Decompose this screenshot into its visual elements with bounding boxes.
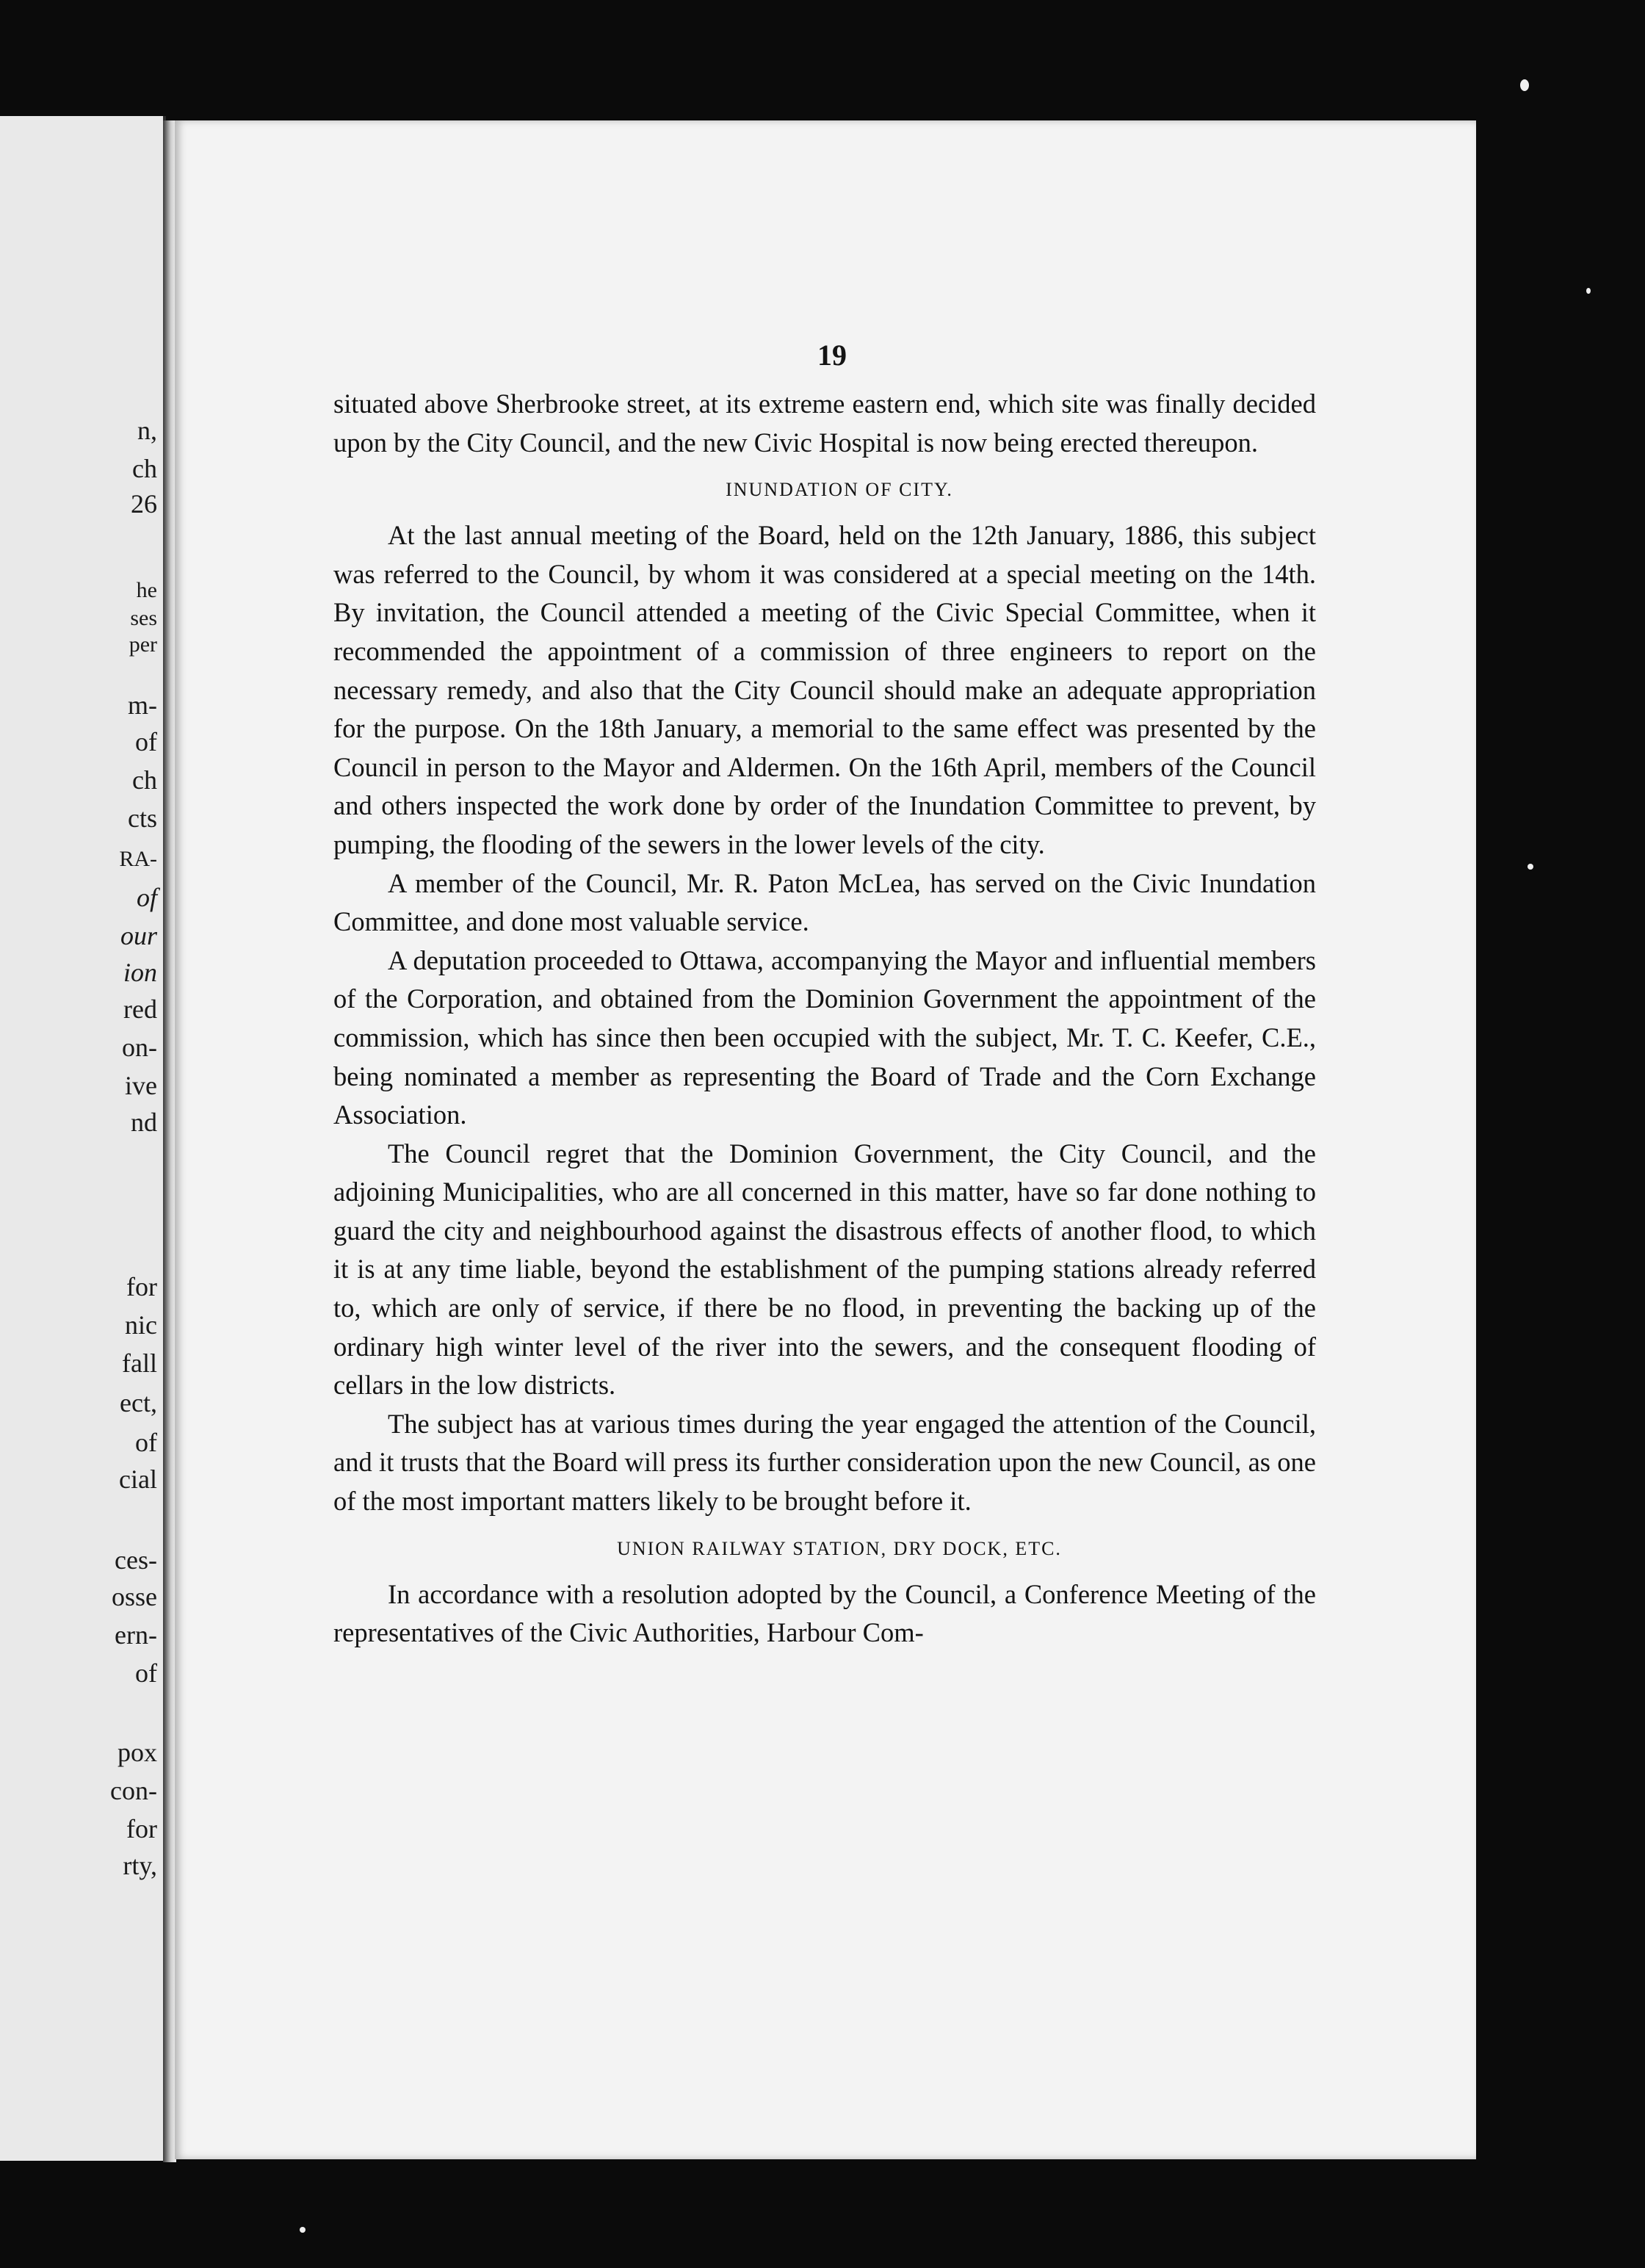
- scan-speck: [1528, 864, 1533, 870]
- scan-speck: [1586, 288, 1591, 294]
- left-page-fragment: ch: [132, 454, 157, 483]
- page-text-block: [333, 333, 1316, 1653]
- left-page-fragment: osse: [112, 1582, 157, 1611]
- left-page-fragment: nic: [125, 1310, 157, 1340]
- left-page-fragment: ion: [123, 958, 157, 987]
- left-page-fragment: rty,: [123, 1851, 157, 1880]
- left-facing-page: [0, 116, 166, 2161]
- left-page-fragment: pox: [118, 1738, 157, 1767]
- opening-paragraph: situated above Sherbrooke street, at its extreme eastern end, which site was finally decided upon by the City Council, and the new Civic Hospital is now being erected thereupon.: [333, 389, 1316, 458]
- left-page-fragment: ses: [130, 606, 157, 630]
- paragraph: A deputation proceeded to Ottawa, accompanying the Mayor and influential members of the Corporation, and obtained from the Dominion Government the appointment of the commission, which has since then been occupied with the subject, Mr. T. C. Keefer, C.E., being nominated a member as representing the Board of Trade and the Corn Exchange Association.: [333, 945, 1316, 1130]
- left-page-fragment: of: [135, 1428, 157, 1457]
- left-page-fragment: of: [135, 1658, 157, 1688]
- left-page-fragment: ch: [132, 765, 157, 795]
- left-page-fragment: for: [126, 1814, 157, 1843]
- left-page-fragment: n,: [137, 416, 157, 445]
- left-page-fragment: ces-: [115, 1545, 157, 1575]
- left-page-fragment: ive: [125, 1071, 157, 1100]
- page-number: 19: [817, 339, 847, 372]
- left-page-fragment: nd: [131, 1108, 157, 1137]
- left-page-fragment: RA-: [119, 847, 157, 871]
- paragraph: The Council regret that the Dominion Government, the City Council, and the adjoining Municipalities, who are all concerned in this matter, have so far done nothing to guard the city and neighbourhood against the disastrous effects of another flood, to which it is at any time liable, beyond the establishment of the pumping stations already referred to, which are only of service, if there be no flood, in preventing the backing up of the ordinary high winter level of the river into the sewers, and the consequent flooding of cellars in the low districts.: [333, 1138, 1316, 1401]
- scan-speck: [300, 2227, 306, 2233]
- left-page-fragment: of: [135, 727, 157, 756]
- left-page-fragment: cts: [128, 803, 157, 833]
- left-page-fragment: he: [136, 578, 157, 602]
- left-page-fragment: fall: [122, 1348, 157, 1378]
- left-page-fragment: red: [123, 994, 157, 1024]
- paragraph: In accordance with a resolution adopted by the Council, a Conference Meeting of the representatives of the Civic Authorities, Harbour Com-: [333, 1578, 1316, 1648]
- scan-speck: [1520, 79, 1529, 91]
- left-page-fragment: ect,: [120, 1388, 157, 1418]
- left-page-fragment: 26: [131, 489, 157, 519]
- left-page-fragment: per: [129, 632, 157, 657]
- paragraph: A member of the Council, Mr. R. Paton McLea, has served on the Civic Inundation Committee, and done most valuable service.: [333, 867, 1316, 937]
- left-page-fragment: our: [120, 921, 157, 950]
- right-page: [175, 120, 1476, 2159]
- left-page-fragment: for: [126, 1272, 157, 1301]
- section-heading-union-railway: UNION RAILWAY STATION, DRY DOCK, ETC.: [617, 1537, 1062, 1559]
- section-heading-inundation: INUNDATION OF CITY.: [726, 479, 953, 501]
- left-page-fragment: ern-: [115, 1620, 157, 1650]
- left-page-fragment: m-: [128, 690, 157, 720]
- paragraph: The subject has at various times during the year engaged the attention of the Council, and it trusts that the Board will press its further consideration upon the new Council, as one of the most important matters likely to be brought before it.: [333, 1408, 1316, 1517]
- paragraph: At the last annual meeting of the Board, held on the 12th January, 1886, this subject was referred to the Council, by whom it was considered at a special meeting on the 14th. By invitation, the Council attended a meeting of the Civic Special Committee, when it recommended the appointment of a commission of three engineers to report on the necessary remedy, and also that the City Council should make an adequate appropriation for the purpose. On the 18th January, a memorial to the same effect was presented by the Council in person to the Mayor and Aldermen. On the 16th April, members of the Council and others inspected the work done by order of the Inundation Committee to prevent, by pumping, the flooding of the sewers in the lower levels of the city.: [333, 520, 1316, 859]
- left-page-fragment: cial: [119, 1465, 157, 1494]
- left-page-fragment: of: [136, 883, 157, 912]
- left-page-fragment: on-: [122, 1033, 157, 1062]
- left-page-fragment: con-: [110, 1776, 157, 1805]
